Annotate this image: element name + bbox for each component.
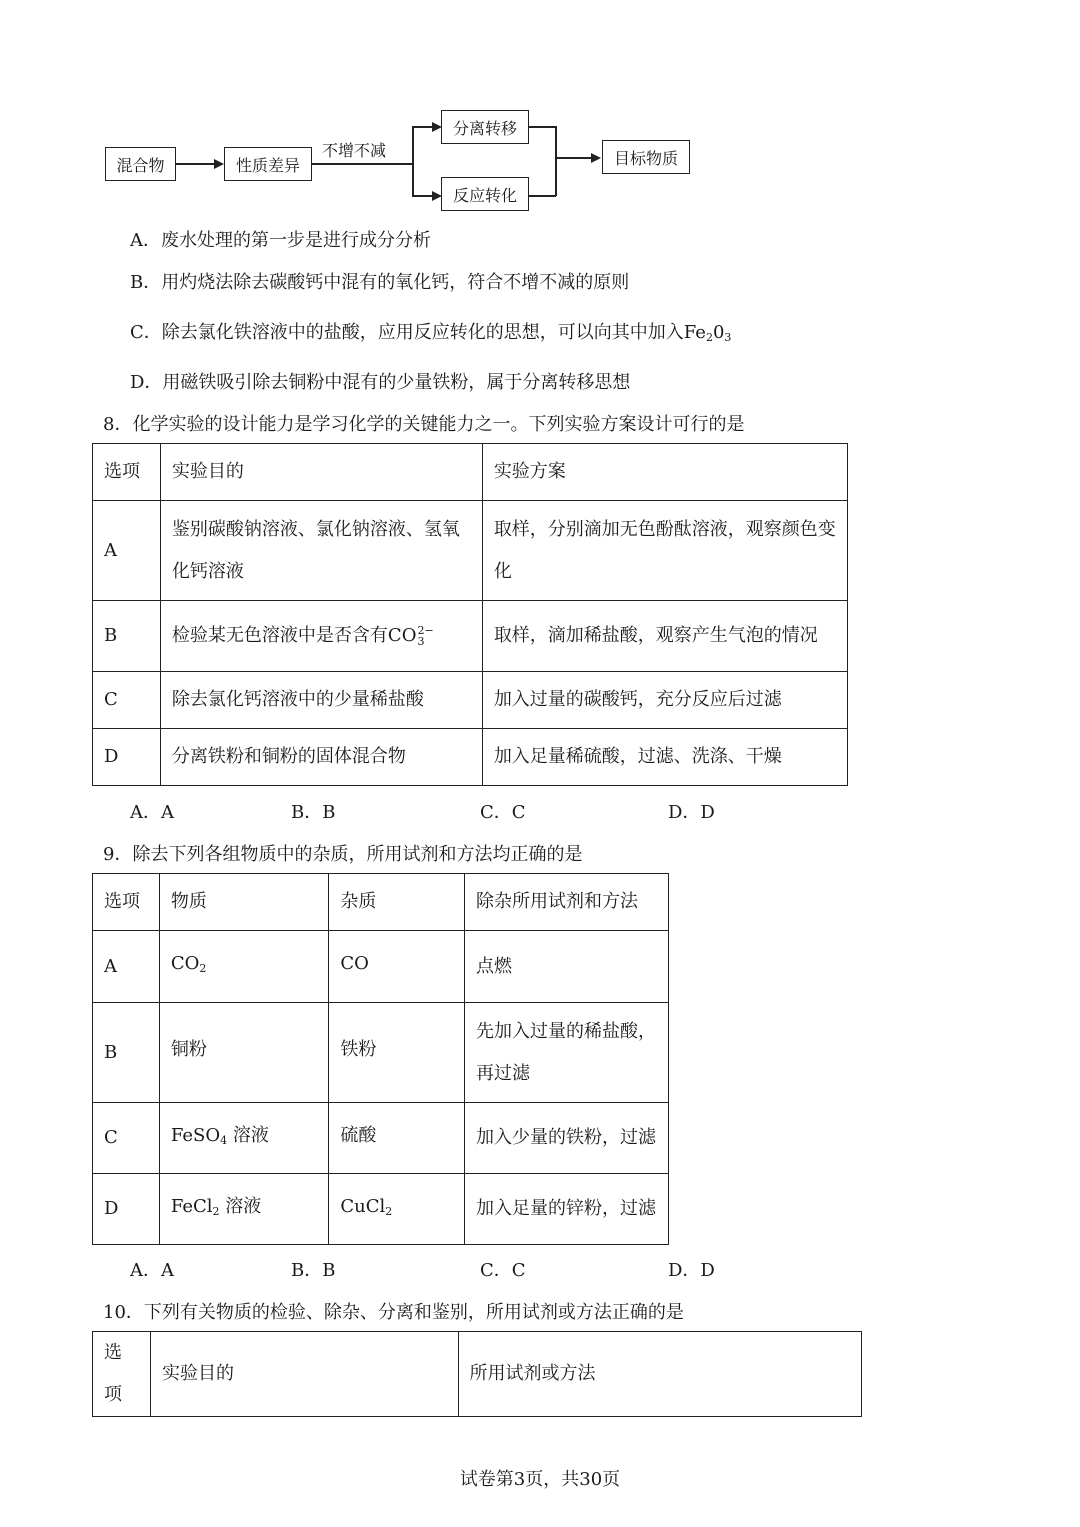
q8-stem: 8．化学实验的设计能力是学习化学的关键能力之一。下列实验方案设计可行的是 (103, 414, 745, 435)
table-row: A $CO_2$ CO 点燃 (93, 931, 669, 1003)
table-header-row: 选项 实验目的 所用试剂或方法 (93, 1332, 862, 1417)
q7-option-b: B．用灼烧法除去碳酸钙中混有的氧化钙，符合不增不减的原则 (130, 272, 630, 293)
box-mixture: 混合物 (105, 147, 176, 181)
box-separation: 分离转移 (441, 110, 529, 144)
q8-answer-c: C．C (480, 802, 526, 823)
page-footer: 试卷第3页，共30页 (459, 1469, 621, 1490)
q8-answer-d: D．D (668, 802, 715, 823)
q9-answer-b: B．B (291, 1260, 336, 1281)
q9-answer-d: D．D (668, 1260, 715, 1281)
q7-option-a: A．废水处理的第一步是进行成分分析 (130, 230, 431, 251)
label-principle: 不增不减 (322, 141, 387, 160)
table-row: C FeSO$_4$ 溶液 硫酸 加入少量的铁粉，过滤 (93, 1103, 669, 1174)
q7-option-d: D．用磁铁吸引除去铜粉中混有的少量铁粉，属于分离转移思想 (130, 372, 631, 393)
arrow-icon (214, 159, 224, 169)
q9-stem: 9．除去下列各组物质中的杂质，所用试剂和方法均正确的是 (103, 844, 583, 865)
q8-answer-a: A．A (130, 802, 174, 823)
q8-answer-b: B．B (291, 802, 336, 823)
q8-table (92, 443, 848, 786)
q10-stem: 10．下列有关物质的检验、除杂、分离和鉴别，所用试剂或方法正确的是 (103, 1302, 684, 1323)
table-row: D 分离铁粉和铜粉的固体混合物 加入足量稀硫酸，过滤、洗涤、干燥 (93, 729, 848, 786)
table-header-row: 选项 物质 杂质 除杂所用试剂和方法 (93, 874, 669, 931)
box-difference: 性质差异 (224, 147, 312, 181)
table-header-row: 选项 实验目的 实验方案 (93, 444, 848, 501)
box-reaction: 反应转化 (441, 177, 529, 211)
q9-answer-c: C．C (480, 1260, 526, 1281)
table-row: B 铜粉 铁粉 先加入过量的稀盐酸，再过滤 (93, 1003, 669, 1103)
arrow-icon (591, 153, 601, 163)
table-row: B 检验某无色溶液中是否含有CO 2− 3 取样，滴加稀盐酸，观察产生气泡的情况 (93, 601, 848, 672)
q9-table (92, 873, 669, 1245)
table-row: C 除去氯化钙溶液中的少量稀盐酸 加入过量的碳酸钙，充分反应后过滤 (93, 672, 848, 729)
box-target: 目标物质 (602, 140, 690, 174)
table-row: D FeCl$_2$ 溶液 CuCl$_2$ 加入足量的锌粉，过滤 (93, 1174, 669, 1245)
table-row: A 鉴别碳酸钠溶液、氯化钠溶液、氢氧化钙溶液 取样，分别滴加无色酚酞溶液，观察颜色变化 (93, 501, 848, 601)
q10-table (92, 1331, 862, 1417)
q7-option-c: C．除去氯化铁溶液中的盐酸，应用反应转化的思想，可以向其中加入$Fe_20_3$ (130, 322, 732, 344)
q9-answer-a: A．A (130, 1260, 174, 1281)
